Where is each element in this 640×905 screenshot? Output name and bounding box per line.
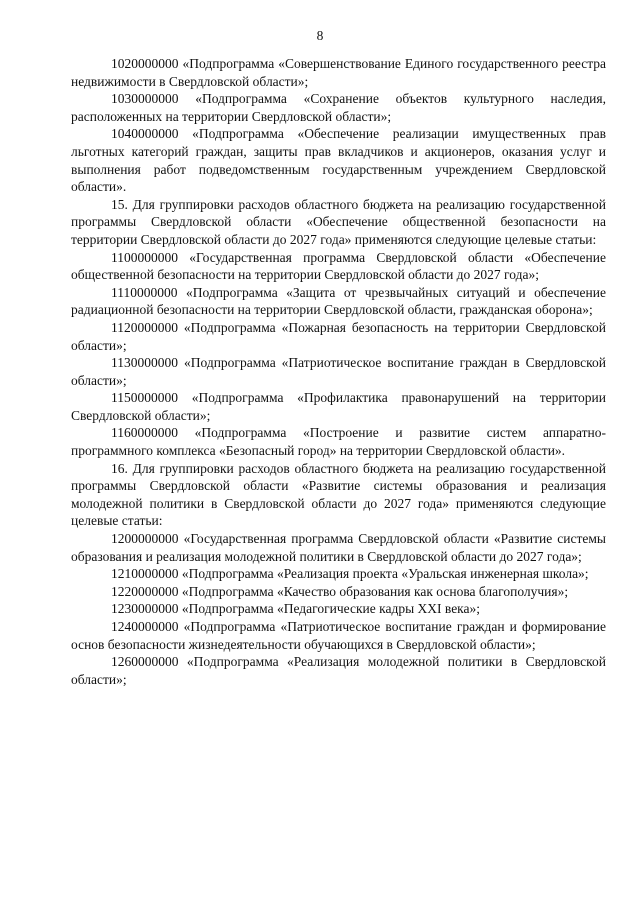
paragraph-1120000000: 1120000000 «Подпрограмма «Пожарная безопасность на территории Свердловской области»; bbox=[71, 319, 606, 353]
page-number: 8 bbox=[316, 28, 324, 43]
paragraph-1210000000: 1210000000 «Подпрограмма «Реализация проекта «Уральская инженерная школа»; bbox=[111, 566, 589, 582]
paragraph-1200000000: 1200000000 «Государственная программа Свердловской области «Развитие системы образования и реализация молодежной политики в Свердловской области до 2027 года»; bbox=[71, 531, 606, 564]
paragraph-1110000000: 1110000000 «Подпрограмма «Защита от чрезвычайных ситуаций и обеспечение радиационной безопасности на территории Свердловской области, гражданская оборона»; bbox=[71, 284, 606, 318]
paragraph-1150000000: 1150000000 «Подпрограмма «Профилактика правонарушений на территории Свердловской области»; bbox=[71, 390, 606, 423]
paragraph-section-15: 15. Для группировки расходов областного бюджета на реализацию государственной программы Свердловской области «Обеспечение общественной безопасности на территории Свердловской области до 2027 года» применяются следующие целевые статьи: bbox=[71, 196, 606, 247]
paragraph-1160000000: 1160000000 «Подпрограмма «Построение и развитие систем аппаратно-программного комплекса «Безопасный город» на территории Свердловской области». bbox=[71, 425, 606, 459]
paragraph-1040000000: 1040000000 «Подпрограмма «Обеспечение реализации имущественных прав льготных категорий граждан, защиты прав вкладчиков и акционеров, оказания услуг и выполнения работ подведомственным государственным учреждением Свердловской области». bbox=[71, 126, 606, 195]
paragraph-1220000000: 1220000000 «Подпрограмма «Качество образования как основа благополучия»; bbox=[111, 583, 569, 599]
paragraph-1100000000: 1100000000 «Государственная программа Свердловской области «Обеспечение общественной безопасности на территории Свердловской области до 2027 года»; bbox=[71, 249, 606, 283]
paragraph-1260000000: 1260000000 «Подпрограмма «Реализация молодежной политики в Свердловской области»; bbox=[71, 654, 606, 687]
paragraph-1240000000: 1240000000 «Подпрограмма «Патриотическое воспитание граждан и формирование основ безопасности жизнедеятельности обучающихся в Свердловской области»; bbox=[71, 619, 606, 652]
paragraph-1030000000: 1030000000 «Подпрограмма «Сохранение объектов культурного наследия, расположенных на территории Свердловской области»; bbox=[71, 91, 606, 124]
paragraph-1230000000: 1230000000 «Подпрограмма «Педагогические кадры XXI века»; bbox=[111, 601, 481, 617]
document-body bbox=[71, 55, 606, 688]
paragraph-1020000000: 1020000000 «Подпрограмма «Совершенствование Единого государственного реестра недвижимости в Свердловской области»; bbox=[71, 56, 606, 89]
paragraph-1130000000: 1130000000 «Подпрограмма «Патриотическое воспитание граждан в Свердловской области»; bbox=[71, 355, 606, 388]
paragraph-section-16: 16. Для группировки расходов областного бюджета на реализацию государственной программы Свердловской области «Развитие системы образования и реализация молодежной политики в Свердловской области до 2027 года» применяются следующие целевые статьи: bbox=[71, 460, 606, 529]
